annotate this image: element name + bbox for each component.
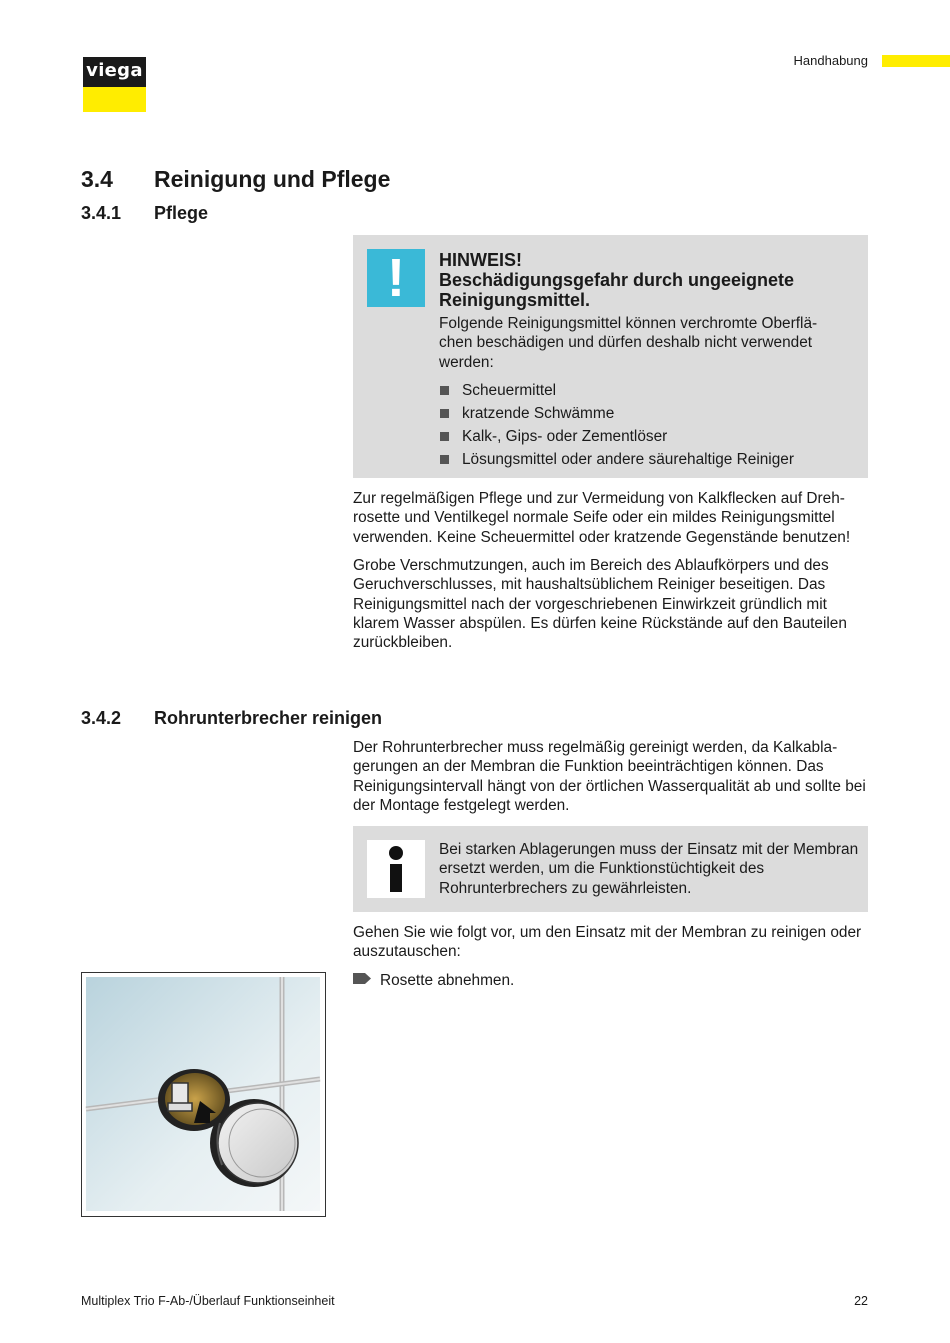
square-bullet-icon [440, 386, 449, 395]
notice-intro: Folgende Reinigungsmittel können verchromte Oberflächen beschädigen und dürfen deshalb nicht verwendet werden: [439, 315, 818, 371]
notice-list-item [439, 425, 849, 448]
subsection-number: 3.4.2 [81, 708, 122, 728]
pflege-paragraph-2: Grobe Verschmutzungen, auch im Bereich des Ablaufkörpers und des Geruchverschlusses, mit haushaltsüblichem Reiniger beseitigen. Das Reinigungsmittel nach der vorgeschriebenen Einwirkzeit gründlich mit klarem Wasser abspülen. Es dürfen keine Rückstände auf den Bauteilen zurückbleiben. [353, 557, 847, 652]
subsection-title: Rohrunterbrecher reinigen [154, 708, 383, 728]
info-box [353, 826, 868, 912]
footer-page-number: 22 [854, 1294, 868, 1308]
square-bullet-icon [440, 432, 449, 441]
header-section-label: Handhabung [793, 53, 868, 68]
section-heading [0, 166, 950, 196]
logo-text: viega [83, 57, 146, 87]
action-list [353, 969, 873, 992]
section-number: 3.4 [81, 166, 113, 192]
notice-list-item-text: Kalk-, Gips- oder Zementlöser [462, 427, 668, 445]
exclamation-icon: ! [367, 249, 425, 307]
notice-list-item-text: kratzende Schwämme [462, 404, 615, 422]
rosette-illustration-graphic [82, 973, 325, 1216]
square-bullet-icon [440, 409, 449, 418]
action-arrow-icon [353, 973, 371, 984]
info-text: Bei starken Ablagerungen muss der Einsatz mit der Membran ersetzt werden, um die Funktionstüchtigkeit des Rohrunterbrechers zu gewährleisten. [439, 841, 859, 897]
notice-list-item [439, 448, 849, 471]
illustration-rosette-removal [81, 972, 326, 1217]
notice-title: HINWEIS! [439, 250, 522, 270]
notice-content [439, 250, 849, 471]
subsection-number: 3.4.1 [81, 203, 122, 223]
viega-logo [83, 57, 146, 112]
subsection-heading-pflege [0, 203, 950, 227]
header-accent-bar [882, 55, 950, 67]
logo-yellow-block [83, 87, 146, 112]
notice-list-item-text: Lösungsmittel oder andere säurehaltige Reiniger [462, 450, 794, 468]
pflege-paragraph-1: Zur regelmäßigen Pflege und zur Vermeidung von Kalkflecken auf Drehrosette und Ventilkegel normale Seife oder ein mildes Reinigungsmittel verwenden. Keine Scheuermittel oder kratzende Gegenstände benutzen! [353, 490, 851, 546]
notice-list-item [439, 402, 849, 425]
procedure-intro: Gehen Sie wie folgt vor, um den Einsatz mit der Membran zu reinigen oder auszutauschen: [353, 924, 862, 961]
notice-list-item-text: Scheuermittel [462, 381, 557, 399]
subsection-heading-rohrunterbrecher [0, 708, 950, 732]
info-icon [367, 840, 425, 898]
notice-box [353, 235, 868, 478]
subsection-title: Pflege [154, 203, 209, 223]
footer-document-title: Multiplex Trio F-Ab-/Überlauf Funktionseinheit [81, 1294, 335, 1308]
notice-list-item [439, 379, 849, 402]
square-bullet-icon [440, 455, 449, 464]
section-title: Reinigung und Pflege [154, 166, 391, 192]
rohr-intro-paragraph: Der Rohrunterbrecher muss regelmäßig gereinigt werden, da Kalkablagerungen an der Membran die Funktion beeinträchtigen können. Das Reinigungsintervall hängt von der örtlichen Wasserqualität ab und sollte bei der Montage festgelegt werden. [353, 739, 866, 814]
action-step-text: Rosette abnehmen. [380, 972, 515, 989]
action-step [353, 969, 873, 992]
notice-subtitle: Beschädigungsgefahr durch ungeeignete Reinigungsmittel. [439, 270, 795, 310]
notice-list [439, 379, 849, 471]
